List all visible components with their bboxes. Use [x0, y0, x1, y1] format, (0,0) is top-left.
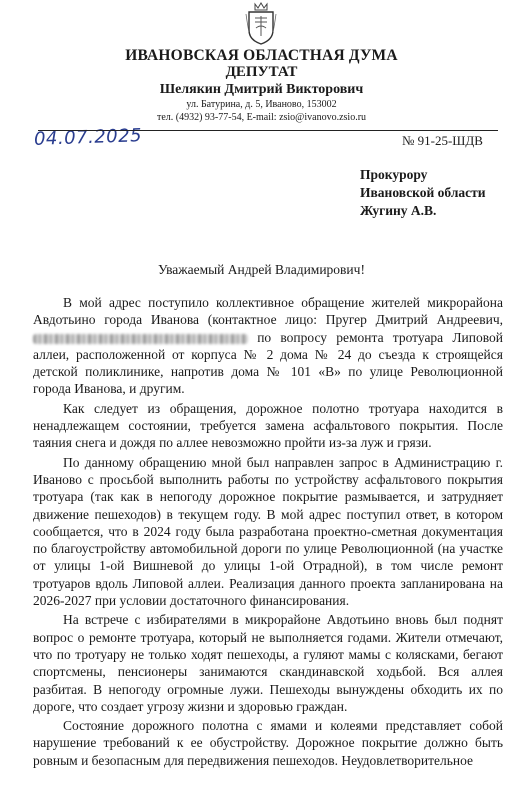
letter-body [33, 294, 503, 771]
header-divider [38, 130, 498, 131]
recipient-line-3: Жугину А.В. [360, 203, 437, 218]
paragraph-4: На встрече с избирателями в микрорайоне Авдотьино вновь был поднят вопрос о ремонте тротуара, который не выполняется годами. Жители отмечают, что по тротуару не только ходят пешеходы, а гуляют мамы с колясками, бегают спортсмены, пенсионеры занимаются скандинавской ходьбой. Вся аллея разбитая. В непогоду огромные лужи. Пешеходы вынуждены обходить их по дороге, что создает угрозу жизни и здоровью граждан. [33, 612, 503, 714]
paragraph-1-end: по вопросу ремонта тротуара Липовой аллеи, расположенной от корпуса № 2 дома № 24 до съезда к строящейся детской поликлинике, напротив дома № 101 «В» по улице Революционной города Иванова, и другим. [33, 329, 503, 397]
org-title: ИВАНОВСКАЯ ОБЛАСТНАЯ ДУМА [125, 47, 398, 64]
deputy-name: Шелякин Дмитрий Викторович [159, 82, 364, 97]
document-number: № 91-25-ШДВ [402, 133, 483, 148]
paragraph-2: Как следует из обращения, дорожное полотно тротуара находится в ненадлежащем состоянии, требуется замена асфальтового покрытия. После таяния снега и дождя по аллее невозможно пройти из-за луж и грязи. [33, 400, 503, 451]
paragraph-3: По данному обращению мной был направлен запрос в Администрацию г. Иваново с просьбой выполнить работы по устройству асфальтового покрытия тротуара (так как в непогоду дорожное покрытие размывается, и затрудняет движение пешеходов) в текущем году. В мой адрес поступил ответ, в котором сообщается, что в 2024 году была разработана проектно-сметная документация по благоустройству автомобильной дороги по улице Революционной (на участке от улицы 1-ой Вишневой до улицы 1-ой Отрадной), в том числе ремонт тротуаров вдоль Липовой аллеи. Реализация данного проекта запланирована на 2026-2027 при условии достаточного финансирования. [33, 454, 503, 609]
greeting: Уважаемый Андрей Владимирович! [158, 262, 365, 277]
recipient-line-1: Прокурору [360, 167, 428, 182]
paragraph-5: Состояние дорожного полотна с ямами и колеями представляет собой нарушение требований к ее обустройству. Дорожное покрытие должно быть ровным и безопасным для передвижения пешеходов. Неудовлетворительное [33, 718, 503, 768]
redacted-contact [33, 334, 248, 344]
recipient-line-2: Ивановской области [360, 185, 486, 200]
role-title: ДЕПУТАТ [225, 64, 298, 80]
paragraph-1 [33, 294, 503, 398]
paragraph-1-start: В мой адрес поступило коллективное обращение жителей микрорайона Авдотьино города Иванова (контактное лицо: Пругер Дмитрий Андреевич, [33, 295, 503, 328]
deputy-address: ул. Батурина, д. 5, Иваново, 153002 [186, 99, 337, 110]
handwritten-date: 04.07.2025 [33, 125, 143, 150]
coat-of-arms-icon [245, 2, 277, 46]
deputy-contacts: тел. (4932) 93-77-54, E-mail: zsio@ivanovo.zsio.ru [156, 112, 367, 123]
